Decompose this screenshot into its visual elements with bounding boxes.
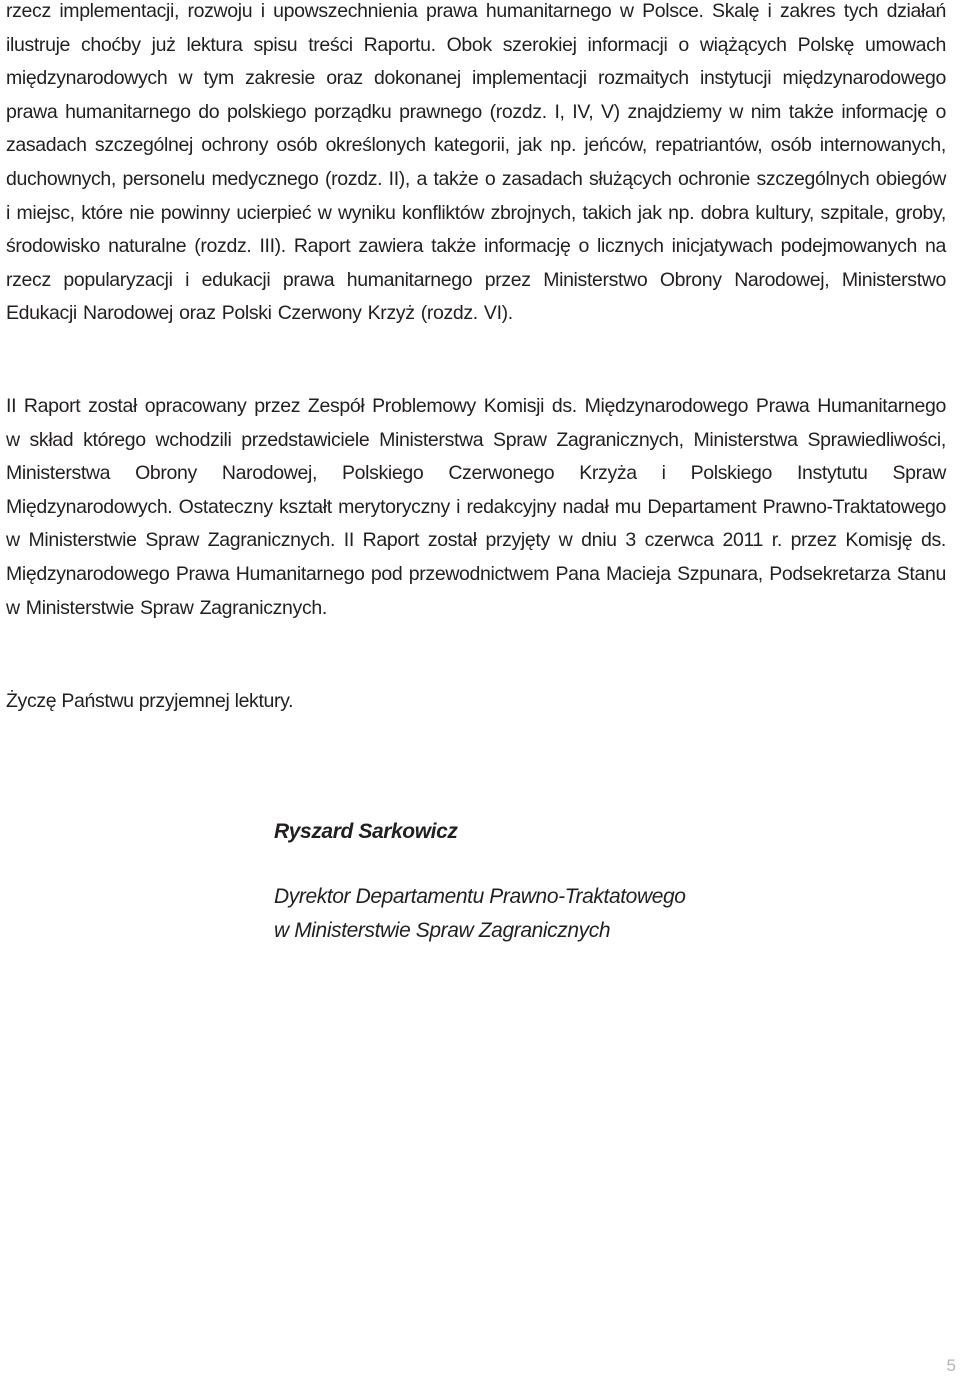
closing-line: Życzę Państwu przyjemnej lektury.: [6, 690, 294, 712]
signatory-name: Ryszard Sarkowicz: [274, 820, 458, 843]
page-number: 5: [946, 1356, 956, 1375]
signatory-title-line-1: Dyrektor Departamentu Prawno-Traktatowego: [274, 885, 686, 908]
signatory-title-line-2: w Ministerstwie Spraw Zagranicznych: [274, 919, 611, 942]
body-paragraph-1: rzecz implementacji, rozwoju i upowszechnienia prawa humanitarnego w Polsce. Skalę i zakres tych działań ilustruje choćby już lektura spisu treści Raportu. Obok szerokiej informacji o wiążących Polskę umowach międzynarodowych w tym zakresie oraz dokonanej implementacji rozmaitych instytucji międzynarodowego prawa humanitarnego do polskiego porządku prawnego (rozdz. I, IV, V) znajdziemy w nim także informację o zasadach szczególnej ochrony osób określonych kategorii, jak np. jeńców, repatriantów, osób internowanych, duchownych, personelu medycznego (rozdz. II), a także o zasadach służących ochronie szczególnych obiegów i miejsc, które nie powinny ucierpieć w wyniku konfliktów zbrojnych, takich jak np. dobra kultury, szpitale, groby, środowisko naturalne (rozdz. III). Raport zawiera także informację o licznych inicjatywach podejmowanych na rzecz popularyzacji i edukacji prawa humanitarnego przez Ministerstwo Obrony Narodowej, Ministerstwo Edukacji Narodowej oraz Polski Czerwony Krzyż (rozdz. VI).: [6, 0, 946, 325]
signature-block: [274, 815, 834, 948]
body-paragraph-2: II Raport został opracowany przez Zespół Problemowy Komisji ds. Międzynarodowego Prawa Humanitarnego w skład którego wchodzili przedstawiciele Ministerstwa Spraw Zagranicznych, Ministerstwa Sprawiedliwości, Ministerstwa Obrony Narodowej, Polskiego Czerwonego Krzyża i Polskiego Instytutu Spraw Międzynarodowych. Ostateczny kształt merytoryczny i redakcyjny nadał mu Departament Prawno-Traktatowego w Ministerstwie Spraw Zagranicznych. II Raport został przyjęty w dniu 3 czerwca 2011 r. przez Komisję ds. Międzynarodowego Prawa Humanitarnego pod przewodnictwem Pana Macieja Szpunara, Podsekretarza Stanu w Ministerstwie Spraw Zagranicznych.: [6, 395, 946, 619]
